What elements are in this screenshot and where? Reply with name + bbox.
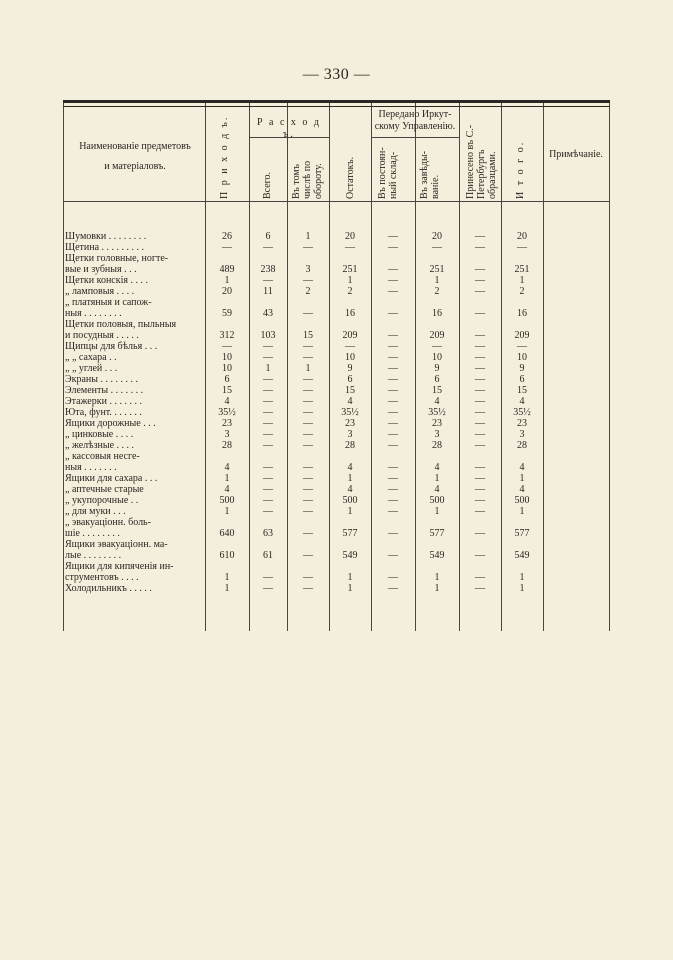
cell-ostatok: 28 xyxy=(345,440,355,451)
cell-name: Ящики для кипяченія ин- xyxy=(65,561,174,572)
table-row xyxy=(63,517,610,528)
cell-vsego: — xyxy=(263,418,273,429)
table-row xyxy=(63,396,610,407)
cell-ostatok: 1 xyxy=(347,572,353,583)
cell-ostatok: 16 xyxy=(345,308,355,319)
cell-obraz: — xyxy=(475,572,485,583)
cell-prikhod: 26 xyxy=(222,231,232,242)
cell-prikhod: 610 xyxy=(219,550,235,561)
cell-vsego: — xyxy=(263,275,273,286)
cell-zaved: — xyxy=(432,242,442,253)
cell-obraz: — xyxy=(475,352,485,363)
cell-prikhod: 1 xyxy=(224,473,230,484)
cell-vsego: 43 xyxy=(263,308,273,319)
cell-vsego: 238 xyxy=(260,264,276,275)
cell-itogo: 1 xyxy=(519,275,525,286)
cell-prikhod: 1 xyxy=(224,275,230,286)
cell-name: „ аптечные старые xyxy=(65,484,144,495)
cell-name: вые и зубныя . . . xyxy=(65,264,137,275)
name-column-header xyxy=(65,141,205,173)
cell-ostatok: 10 xyxy=(345,352,355,363)
cell-ostatok: 4 xyxy=(347,484,353,495)
cell-name: „ платяныя и сапож- xyxy=(65,297,152,308)
table-row xyxy=(63,286,610,297)
cell-name: ныя . . . . . . . . xyxy=(65,308,122,319)
cell-vsego: — xyxy=(263,495,273,506)
cell-itogo: 9 xyxy=(519,363,525,374)
cell-prikhod: 3 xyxy=(224,429,230,440)
cell-itogo: 2 xyxy=(519,286,525,297)
cell-zaved: 3 xyxy=(434,429,440,440)
cell-sklad: — xyxy=(388,462,398,473)
cell-sklad: — xyxy=(388,583,398,594)
cell-ostatok: 2 xyxy=(347,286,353,297)
cell-name: Юта, фунт. . . . . . . xyxy=(65,407,142,418)
cell-prikhod: — xyxy=(222,341,232,352)
cell-obraz: — xyxy=(475,418,485,429)
cell-name: „ для муки . . . xyxy=(65,506,126,517)
cell-oborot: — xyxy=(303,418,313,429)
cell-vsego: 61 xyxy=(263,550,273,561)
cell-oborot: — xyxy=(303,550,313,561)
cell-vsego: — xyxy=(263,374,273,385)
cell-name: Элементы . . . . . . . xyxy=(65,385,144,396)
cell-sklad: — xyxy=(388,407,398,418)
cell-oborot: 1 xyxy=(305,363,311,374)
cell-prikhod: 35½ xyxy=(218,407,236,418)
peredano-line2: скому Управленію. xyxy=(374,121,456,132)
cell-ostatok: 549 xyxy=(342,550,358,561)
cell-obraz: — xyxy=(475,385,485,396)
table-row xyxy=(63,242,610,253)
cell-vsego: — xyxy=(263,352,273,363)
cell-obraz: — xyxy=(475,242,485,253)
cell-itogo: 1 xyxy=(519,572,525,583)
cell-name: „ укупорочные . . xyxy=(65,495,139,506)
cell-zaved: 4 xyxy=(434,484,440,495)
cell-ostatok: 35½ xyxy=(341,407,359,418)
cell-zaved: 1 xyxy=(434,572,440,583)
cell-itogo: 1 xyxy=(519,583,525,594)
cell-prikhod: 10 xyxy=(222,352,232,363)
cell-name: Ящики дорожные . . . xyxy=(65,418,156,429)
table-row xyxy=(63,341,610,352)
cell-sklad: — xyxy=(388,264,398,275)
cell-sklad: — xyxy=(388,495,398,506)
cell-ostatok: — xyxy=(345,242,355,253)
cell-ostatok: 1 xyxy=(347,583,353,594)
cell-ostatok: 577 xyxy=(342,528,358,539)
cell-ostatok: 23 xyxy=(345,418,355,429)
cell-prikhod: 4 xyxy=(224,396,230,407)
cell-sklad: — xyxy=(388,572,398,583)
cell-sklad: — xyxy=(388,374,398,385)
cell-oborot: — xyxy=(303,275,313,286)
table-row xyxy=(63,572,610,583)
cell-obraz: — xyxy=(475,583,485,594)
cell-itogo: 1 xyxy=(519,506,525,517)
cell-oborot: 3 xyxy=(305,264,311,275)
cell-sklad: — xyxy=(388,528,398,539)
cell-vsego: 63 xyxy=(263,528,273,539)
cell-name: „ „ сахара . . xyxy=(65,352,117,363)
cell-ostatok: 20 xyxy=(345,231,355,242)
cell-sklad: — xyxy=(388,286,398,297)
cell-oborot: — xyxy=(303,341,313,352)
cell-itogo: 209 xyxy=(514,330,530,341)
cell-oborot: — xyxy=(303,506,313,517)
cell-prikhod: 6 xyxy=(224,374,230,385)
cell-vsego: — xyxy=(263,473,273,484)
cell-zaved: — xyxy=(432,341,442,352)
cell-name: „ цинковые . . . . xyxy=(65,429,134,440)
cell-zaved: 251 xyxy=(429,264,445,275)
cell-prikhod: 312 xyxy=(219,330,235,341)
cell-sklad: — xyxy=(388,341,398,352)
cell-obraz: — xyxy=(475,275,485,286)
cell-vsego: 11 xyxy=(263,286,273,297)
table-row xyxy=(63,275,610,286)
cell-zaved: 500 xyxy=(429,495,445,506)
cell-vsego: — xyxy=(263,407,273,418)
table-row xyxy=(63,506,610,517)
cell-obraz: — xyxy=(475,396,485,407)
cell-name: лые . . . . . . . . xyxy=(65,550,122,561)
peredano-line1: Передано Иркут- xyxy=(378,109,452,120)
cell-prikhod: 1 xyxy=(224,506,230,517)
cell-oborot: — xyxy=(303,484,313,495)
table-row xyxy=(63,407,610,418)
cell-prikhod: 500 xyxy=(219,495,235,506)
cell-prikhod: 15 xyxy=(222,385,232,396)
cell-name: Щипцы для бѣлья . . . xyxy=(65,341,158,352)
cell-ostatok: 15 xyxy=(345,385,355,396)
inventory-table xyxy=(63,100,610,631)
table-row xyxy=(63,473,610,484)
table-row xyxy=(63,528,610,539)
cell-oborot: — xyxy=(303,308,313,319)
cell-vsego: — xyxy=(263,506,273,517)
cell-oborot: 15 xyxy=(303,330,313,341)
table-row xyxy=(63,385,610,396)
cell-ostatok: 209 xyxy=(342,330,358,341)
cell-prikhod: 20 xyxy=(222,286,232,297)
cell-itogo: 500 xyxy=(514,495,530,506)
cell-ostatok: 4 xyxy=(347,396,353,407)
cell-obraz: — xyxy=(475,330,485,341)
table-row xyxy=(63,363,610,374)
cell-prikhod: 4 xyxy=(224,484,230,495)
cell-name: Экраны . . . . . . . . xyxy=(65,374,138,385)
cell-obraz: — xyxy=(475,440,485,451)
cell-name: Щетки головные, ногте- xyxy=(65,253,169,264)
cell-sklad: — xyxy=(388,330,398,341)
table-row xyxy=(63,264,610,275)
cell-ostatok: 6 xyxy=(347,374,353,385)
table-row xyxy=(63,440,610,451)
cell-itogo: 549 xyxy=(514,550,530,561)
cell-oborot: — xyxy=(303,462,313,473)
cell-zaved: 577 xyxy=(429,528,445,539)
cell-prikhod: 28 xyxy=(222,440,232,451)
cell-obraz: — xyxy=(475,473,485,484)
cell-name: Холодильникъ . . . . . xyxy=(65,583,152,594)
cell-vsego: — xyxy=(263,341,273,352)
table-row xyxy=(63,583,610,594)
cell-ostatok: 9 xyxy=(347,363,353,374)
prikhod-header: П р и х о д ъ. xyxy=(219,115,230,199)
cell-obraz: — xyxy=(475,550,485,561)
cell-name: и посудныя . . . . . xyxy=(65,330,139,341)
cell-oborot: — xyxy=(303,528,313,539)
cell-itogo: — xyxy=(517,242,527,253)
cell-zaved: 549 xyxy=(429,550,445,561)
cell-itogo: 35½ xyxy=(513,407,531,418)
cell-zaved: 28 xyxy=(432,440,442,451)
cell-itogo: 16 xyxy=(517,308,527,319)
cell-sklad: — xyxy=(388,231,398,242)
cell-sklad: — xyxy=(388,484,398,495)
cell-ostatok: 1 xyxy=(347,506,353,517)
cell-sklad: — xyxy=(388,550,398,561)
table-row xyxy=(63,374,610,385)
cell-zaved: 1 xyxy=(434,275,440,286)
cell-oborot: 2 xyxy=(305,286,311,297)
cell-obraz: — xyxy=(475,286,485,297)
cell-obraz: — xyxy=(475,528,485,539)
cell-ostatok: 1 xyxy=(347,473,353,484)
cell-sklad: — xyxy=(388,440,398,451)
cell-sklad: — xyxy=(388,363,398,374)
cell-name: Щетки конскія . . . . xyxy=(65,275,148,286)
cell-zaved: 4 xyxy=(434,462,440,473)
table-row xyxy=(63,451,610,462)
cell-obraz: — xyxy=(475,231,485,242)
table-row xyxy=(63,231,610,242)
cell-ostatok: 500 xyxy=(342,495,358,506)
header-name-line1: Наименованіе предметовъ xyxy=(79,141,191,152)
table-row xyxy=(63,484,610,495)
cell-itogo: 20 xyxy=(517,231,527,242)
cell-obraz: — xyxy=(475,374,485,385)
table-row xyxy=(63,550,610,561)
cell-obraz: — xyxy=(475,429,485,440)
itogo-header: И т о г о. xyxy=(515,140,526,199)
cell-vsego: — xyxy=(263,385,273,396)
cell-itogo: 28 xyxy=(517,440,527,451)
header-name-line2: и матеріаловъ. xyxy=(104,161,166,172)
cell-obraz: — xyxy=(475,407,485,418)
cell-name: „ „ углей . . . xyxy=(65,363,118,374)
cell-name: „ желѣзные . . . . xyxy=(65,440,135,451)
cell-prikhod: 489 xyxy=(219,264,235,275)
primechanie-header: Примѣчаніе. xyxy=(549,149,603,160)
table-row xyxy=(63,330,610,341)
table-row xyxy=(63,462,610,473)
cell-oborot: — xyxy=(303,352,313,363)
cell-oborot: 1 xyxy=(305,231,311,242)
cell-itogo: 4 xyxy=(519,462,525,473)
cell-oborot: — xyxy=(303,583,313,594)
page-number: — 330 — xyxy=(302,66,371,83)
cell-oborot: — xyxy=(303,396,313,407)
cell-vsego: 6 xyxy=(265,231,271,242)
table-row xyxy=(63,561,610,572)
cell-ostatok: — xyxy=(345,341,355,352)
cell-vsego: — xyxy=(263,462,273,473)
cell-obraz: — xyxy=(475,506,485,517)
cell-name: шіе . . . . . . . . xyxy=(65,528,120,539)
cell-zaved: 16 xyxy=(432,308,442,319)
cell-prikhod: — xyxy=(222,242,232,253)
cell-zaved: 35½ xyxy=(428,407,446,418)
table-row xyxy=(63,297,610,308)
cell-oborot: — xyxy=(303,572,313,583)
cell-sklad: — xyxy=(388,429,398,440)
cell-obraz: — xyxy=(475,462,485,473)
cell-vsego: — xyxy=(263,242,273,253)
cell-obraz: — xyxy=(475,363,485,374)
cell-itogo: 23 xyxy=(517,418,527,429)
cell-oborot: — xyxy=(303,495,313,506)
table-row xyxy=(63,539,610,550)
cell-ostatok: 3 xyxy=(347,429,353,440)
cell-prikhod: 1 xyxy=(224,572,230,583)
cell-name: ныя . . . . . . . xyxy=(65,462,117,473)
cell-vsego: — xyxy=(263,572,273,583)
cell-prikhod: 1 xyxy=(224,583,230,594)
cell-name: Щетки половыя, пыльныя xyxy=(65,319,177,330)
cell-name: Шумовки . . . . . . . . xyxy=(65,231,147,242)
cell-obraz: — xyxy=(475,308,485,319)
cell-vsego: — xyxy=(263,429,273,440)
cell-prikhod: 23 xyxy=(222,418,232,429)
cell-vsego: — xyxy=(263,440,273,451)
cell-vsego: — xyxy=(263,484,273,495)
cell-oborot: — xyxy=(303,473,313,484)
cell-name: струментовъ . . . . xyxy=(65,572,139,583)
cell-itogo: 6 xyxy=(519,374,525,385)
rule xyxy=(63,201,610,202)
cell-ostatok: 4 xyxy=(347,462,353,473)
ostatok-header: Остатокъ. xyxy=(345,156,356,199)
cell-oborot: — xyxy=(303,440,313,451)
cell-zaved: 6 xyxy=(434,374,440,385)
cell-oborot: — xyxy=(303,374,313,385)
table-row xyxy=(63,495,610,506)
peredano-header xyxy=(371,109,459,133)
cell-obraz: — xyxy=(475,484,485,495)
cell-itogo: 577 xyxy=(514,528,530,539)
cell-name: „ эвакуаціонн. боль- xyxy=(65,517,151,528)
cell-itogo: — xyxy=(517,341,527,352)
cell-ostatok: 1 xyxy=(347,275,353,286)
cell-vsego: — xyxy=(263,583,273,594)
cell-oborot: — xyxy=(303,407,313,418)
table-row xyxy=(63,253,610,264)
cell-obraz: — xyxy=(475,495,485,506)
cell-itogo: 1 xyxy=(519,473,525,484)
cell-zaved: 9 xyxy=(434,363,440,374)
postoyanny-sklad-header: Въ постоян-ный склад- xyxy=(377,147,399,199)
cell-sklad: — xyxy=(388,308,398,319)
cell-prikhod: 640 xyxy=(219,528,235,539)
table-row xyxy=(63,319,610,330)
cell-prikhod: 59 xyxy=(222,308,232,319)
oborot-header: Въ томъ числѣ по обороту. xyxy=(291,160,324,199)
cell-name: „ ламповыя . . . . xyxy=(65,286,135,297)
cell-zaved: 4 xyxy=(434,396,440,407)
table-row xyxy=(63,429,610,440)
cell-name: Ящики для сахара . . . xyxy=(65,473,158,484)
raskhod-header: Р а с х о д ъ. xyxy=(256,117,322,140)
cell-ostatok: 251 xyxy=(342,264,358,275)
cell-zaved: 1 xyxy=(434,583,440,594)
cell-sklad: — xyxy=(388,473,398,484)
table-row xyxy=(63,352,610,363)
cell-sklad: — xyxy=(388,352,398,363)
cell-zaved: 10 xyxy=(432,352,442,363)
cell-zaved: 15 xyxy=(432,385,442,396)
zavedyvanie-header: Въ завѣды-ваніе. xyxy=(419,150,441,199)
cell-obraz: — xyxy=(475,264,485,275)
cell-itogo: 15 xyxy=(517,385,527,396)
cell-prikhod: 4 xyxy=(224,462,230,473)
cell-sklad: — xyxy=(388,385,398,396)
cell-oborot: — xyxy=(303,242,313,253)
cell-sklad: — xyxy=(388,396,398,407)
cell-vsego: 1 xyxy=(265,363,271,374)
rule xyxy=(63,106,610,107)
cell-itogo: 4 xyxy=(519,484,525,495)
cell-name: Этажерки . . . . . . . xyxy=(65,396,142,407)
cell-zaved: 1 xyxy=(434,473,440,484)
cell-itogo: 3 xyxy=(519,429,525,440)
rule xyxy=(371,137,459,138)
table-row xyxy=(63,418,610,429)
cell-sklad: — xyxy=(388,506,398,517)
vsego-header: Всего. xyxy=(262,171,273,199)
table-row xyxy=(63,308,610,319)
cell-prikhod: 10 xyxy=(222,363,232,374)
cell-zaved: 20 xyxy=(432,231,442,242)
cell-sklad: — xyxy=(388,418,398,429)
cell-vsego: — xyxy=(263,396,273,407)
cell-name: „ кассовыя несге- xyxy=(65,451,140,462)
cell-zaved: 1 xyxy=(434,506,440,517)
cell-obraz: — xyxy=(475,341,485,352)
cell-oborot: — xyxy=(303,429,313,440)
cell-oborot: — xyxy=(303,385,313,396)
cell-name: Щетина . . . . . . . . . xyxy=(65,242,145,253)
cell-sklad: — xyxy=(388,242,398,253)
cell-zaved: 2 xyxy=(434,286,440,297)
cell-itogo: 251 xyxy=(514,264,530,275)
prineseno-header: Принесено въ С.-Петербургъ образцами. xyxy=(465,124,498,199)
cell-zaved: 23 xyxy=(432,418,442,429)
cell-zaved: 209 xyxy=(429,330,445,341)
cell-name: Ящики эвакуаціонн. ма- xyxy=(65,539,168,550)
cell-itogo: 10 xyxy=(517,352,527,363)
cell-vsego: 103 xyxy=(260,330,276,341)
cell-sklad: — xyxy=(388,275,398,286)
cell-itogo: 4 xyxy=(519,396,525,407)
